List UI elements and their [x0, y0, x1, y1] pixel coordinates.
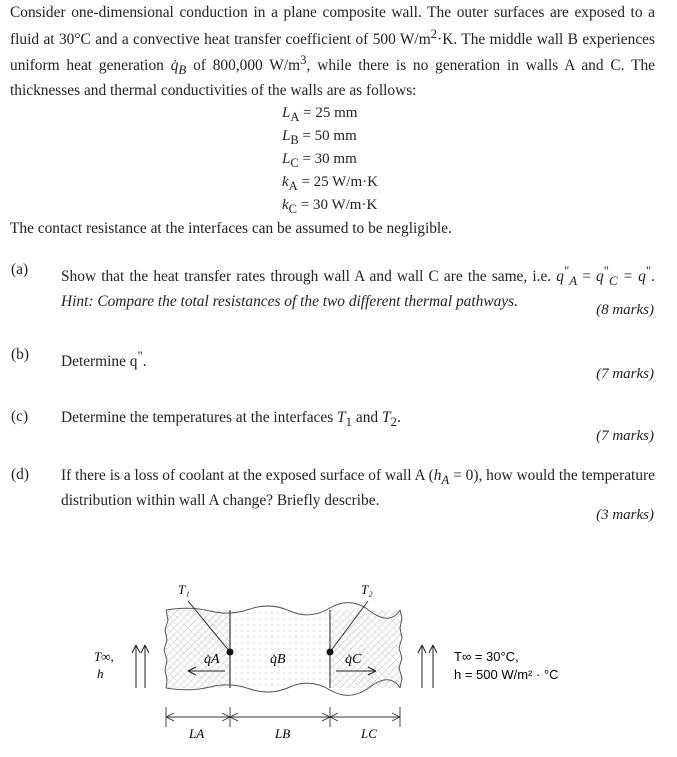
question-b-label: (b) [11, 346, 29, 363]
problem-statement [10, 3, 655, 101]
dim-label-LC: LC [361, 726, 377, 741]
intro-text-3: of 800,000 W/m [186, 57, 301, 75]
given-LB: $L_B = 50$ mm [282, 128, 357, 147]
question-b-text: Determine q". [61, 349, 147, 371]
dim-label-LA: LA [189, 726, 205, 741]
left-fluid-T: T∞, [94, 649, 114, 664]
label-T2: T₂ [361, 582, 373, 597]
composite-wall-diagram [0, 575, 677, 757]
label-qA: q̇A [204, 652, 220, 667]
given-LC: $L_C = 30$ mm [282, 151, 357, 170]
qdot-symbol: q̇ [170, 57, 179, 75]
label-qC: q̇C [345, 652, 362, 667]
given-kA: $k_A = 25$ W/m·K [282, 174, 378, 193]
label-T1: T₁ [178, 582, 190, 597]
question-d-marks: (3 marks) [596, 507, 654, 523]
qdot-sub: B [178, 63, 187, 78]
question-d-label: (d) [11, 466, 29, 483]
wall-b [230, 610, 330, 688]
question-c-text: Determine the temperatures at the interfaces $T_1$ and $T_2$. [61, 409, 401, 430]
intro-text-1: Consider one-dimensional conduction in a plane composite wall. The outer surfaces are exposed to a fluid at 30°C and a convective heat transfer coefficient of 500 W/m [10, 4, 655, 48]
question-d-text: If there is a loss of coolant at the exposed surface of wall A $(h_A = 0)$, how would the temperature distribution within wall A change? Briefly describe. [61, 467, 655, 509]
intro-text-2: ·K. The middle wall B experiences uniform heat generation [10, 30, 655, 75]
given-kC: $k_C = 30$ W/m·K [282, 197, 378, 216]
question-c-label: (c) [11, 408, 29, 425]
intro-text-4: , while there is no generation in walls A and C. The thicknesses and thermal conductivities of the walls are as follows: [10, 57, 655, 99]
question-b-marks: (7 marks) [596, 366, 654, 382]
question-a-marks: (8 marks) [596, 302, 654, 318]
right-fluid-T: T∞ = 30°C, [454, 649, 519, 664]
question-c-marks: (7 marks) [596, 428, 654, 444]
dimension-lines [166, 707, 400, 727]
left-fluid-h: h [97, 666, 104, 681]
question-a-hint: Hint: Compare the total resistances of the two different thermal pathways. [61, 292, 518, 310]
intro-sup-3: 3 [300, 53, 307, 68]
contact-resistance-note: The contact resistance at the interfaces can be assumed to be negligible. [10, 220, 452, 237]
question-a-label: (a) [11, 261, 29, 278]
left-flow-arrows [132, 645, 149, 688]
wall-a [164, 610, 230, 688]
right-flow-arrows [418, 645, 437, 688]
wall-c [330, 610, 402, 688]
interface-point-2 [327, 649, 334, 656]
question-a-text: Show that the heat transfer rates through wall A and wall C are the same, i.e. $q^"_A = q^"_C = q^"$. Hint: Compare the total resistances of the two different thermal pathways. [61, 264, 655, 310]
intro-sup-2: 2 [430, 26, 438, 41]
interface-point-1 [227, 649, 234, 656]
given-values [282, 104, 378, 219]
label-qB: q̇B [270, 652, 286, 667]
given-LA: $L_A = 25$ mm [282, 105, 358, 124]
right-fluid-h: h = 500 W/m² · °C [454, 667, 559, 682]
dim-label-LB: LB [275, 726, 291, 741]
